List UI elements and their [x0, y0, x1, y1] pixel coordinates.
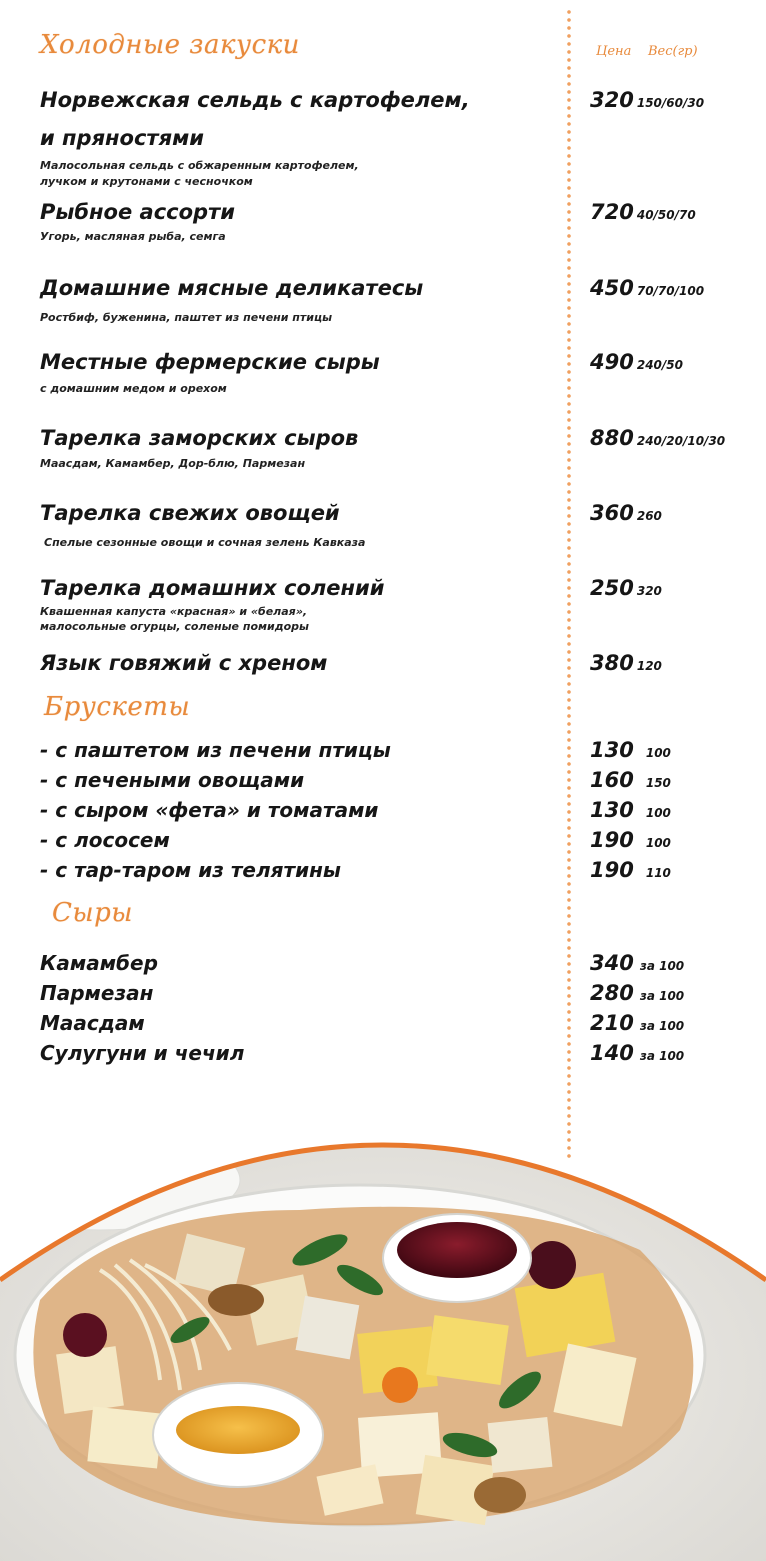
dish-description: с домашним медом и орехом	[40, 382, 227, 395]
cheese-plate-photo	[0, 1100, 766, 1561]
bruschetta-price: 190	[590, 828, 634, 852]
dish-description: Угорь, масляная рыба, семга	[40, 230, 226, 243]
cheese-price-row	[590, 981, 684, 1005]
dish-description: Маасдам, Камамбер, Дор-блю, Пармезан	[40, 457, 306, 470]
dish-price-row	[590, 350, 683, 374]
bruschetta-item: - с тар-таром из телятины	[40, 858, 341, 882]
cheese-item: Камамбер	[40, 951, 158, 975]
dish-price-row	[590, 651, 662, 675]
bruschetta-price: 160	[590, 768, 634, 792]
dish-name: Тарелка заморских сыров	[40, 426, 359, 450]
cheese-price-row	[590, 1011, 684, 1035]
dish-weight: 260	[636, 509, 662, 523]
dish-description-continued: лучком и крутонами с чесночком	[40, 175, 253, 188]
dish-weight: 240/20/10/30	[636, 434, 726, 448]
cheese-weight: за 100	[639, 959, 685, 973]
bruschetta-weight: 100	[645, 746, 671, 760]
dish-price-row	[590, 501, 662, 525]
bruschetta-weight: 100	[645, 836, 671, 850]
dish-price: 250	[590, 576, 634, 600]
cheese-item: Пармезан	[40, 981, 154, 1005]
cheese-price: 340	[590, 951, 634, 975]
dish-description: Спелые сезонные овощи и сочная зелень Кавказа	[44, 536, 366, 549]
price-column-header: Цена	[596, 44, 632, 59]
dish-price-row	[590, 426, 725, 450]
cheese-price: 140	[590, 1041, 634, 1065]
cheese-weight: за 100	[639, 1019, 685, 1033]
cheese-item: Сулугуни и чечил	[40, 1041, 245, 1065]
bruschetta-price-row	[590, 858, 671, 882]
bruschetta-weight: 100	[645, 806, 671, 820]
cheese-item: Маасдам	[40, 1011, 145, 1035]
dish-price: 880	[590, 426, 634, 450]
bruschetta-item: - с сыром «фета» и томатами	[40, 798, 379, 822]
dish-description: Квашенная капуста «красная» и «белая»,	[40, 605, 308, 618]
cheese-price: 280	[590, 981, 634, 1005]
bruschetta-weight: 150	[645, 776, 671, 790]
bruschetta-price-row	[590, 798, 671, 822]
cheese-price-row	[590, 1041, 684, 1065]
dish-price-row	[590, 276, 704, 300]
section-title-bruschetta: Брускеты	[44, 692, 191, 722]
dish-weight: 70/70/100	[636, 284, 705, 298]
dish-weight: 120	[636, 659, 662, 673]
dish-weight: 240/50	[636, 358, 683, 372]
dish-price: 360	[590, 501, 634, 525]
dish-price: 720	[590, 200, 634, 224]
dish-price: 490	[590, 350, 634, 374]
photo-content	[0, 1100, 766, 1561]
dish-price-row	[590, 88, 704, 112]
bruschetta-price-row	[590, 738, 671, 762]
section-title-cold-snacks: Холодные закуски	[40, 30, 300, 60]
dish-name: Норвежская сельдь с картофелем,	[40, 88, 470, 112]
dish-weight: 320	[636, 584, 662, 598]
dish-name: Домашние мясные деликатесы	[40, 276, 424, 300]
dish-name: Тарелка домашних солений	[40, 576, 385, 600]
dish-description-continued: малосольные огурцы, соленые помидоры	[40, 620, 309, 633]
bruschetta-item: - с лососем	[40, 828, 170, 852]
dish-price-row	[590, 576, 662, 600]
bruschetta-item: - с паштетом из печени птицы	[40, 738, 391, 762]
dish-name: Местные фермерские сыры	[40, 350, 380, 374]
dish-weight: 150/60/30	[636, 96, 705, 110]
bruschetta-price: 130	[590, 738, 634, 762]
weight-column-header: Вес(гр)	[648, 44, 698, 59]
dish-name: Тарелка свежих овощей	[40, 501, 340, 525]
bruschetta-price-row	[590, 828, 671, 852]
dish-price: 450	[590, 276, 634, 300]
dotted-divider	[566, 8, 572, 1158]
dish-name: Язык говяжий с хреном	[40, 651, 328, 675]
bruschetta-price-row	[590, 768, 671, 792]
dish-price: 380	[590, 651, 634, 675]
cheese-price-row	[590, 951, 684, 975]
dish-weight: 40/50/70	[636, 208, 696, 222]
dish-price-row	[590, 200, 696, 224]
dish-name: Рыбное ассорти	[40, 200, 235, 224]
bruschetta-weight: 110	[645, 866, 671, 880]
bruschetta-price: 130	[590, 798, 634, 822]
dish-price: 320	[590, 88, 634, 112]
dish-name-continued: и пряностями	[40, 126, 204, 150]
bruschetta-price: 190	[590, 858, 634, 882]
dish-description: Малосольная сельдь с обжаренным картофелем,	[40, 159, 359, 172]
section-title-cheeses: Сыры	[52, 898, 133, 928]
cheese-price: 210	[590, 1011, 634, 1035]
dish-description: Ростбиф, буженина, паштет из печени птицы	[40, 311, 333, 324]
bruschetta-item: - с печеными овощами	[40, 768, 305, 792]
cheese-weight: за 100	[639, 1049, 685, 1063]
cheese-weight: за 100	[639, 989, 685, 1003]
